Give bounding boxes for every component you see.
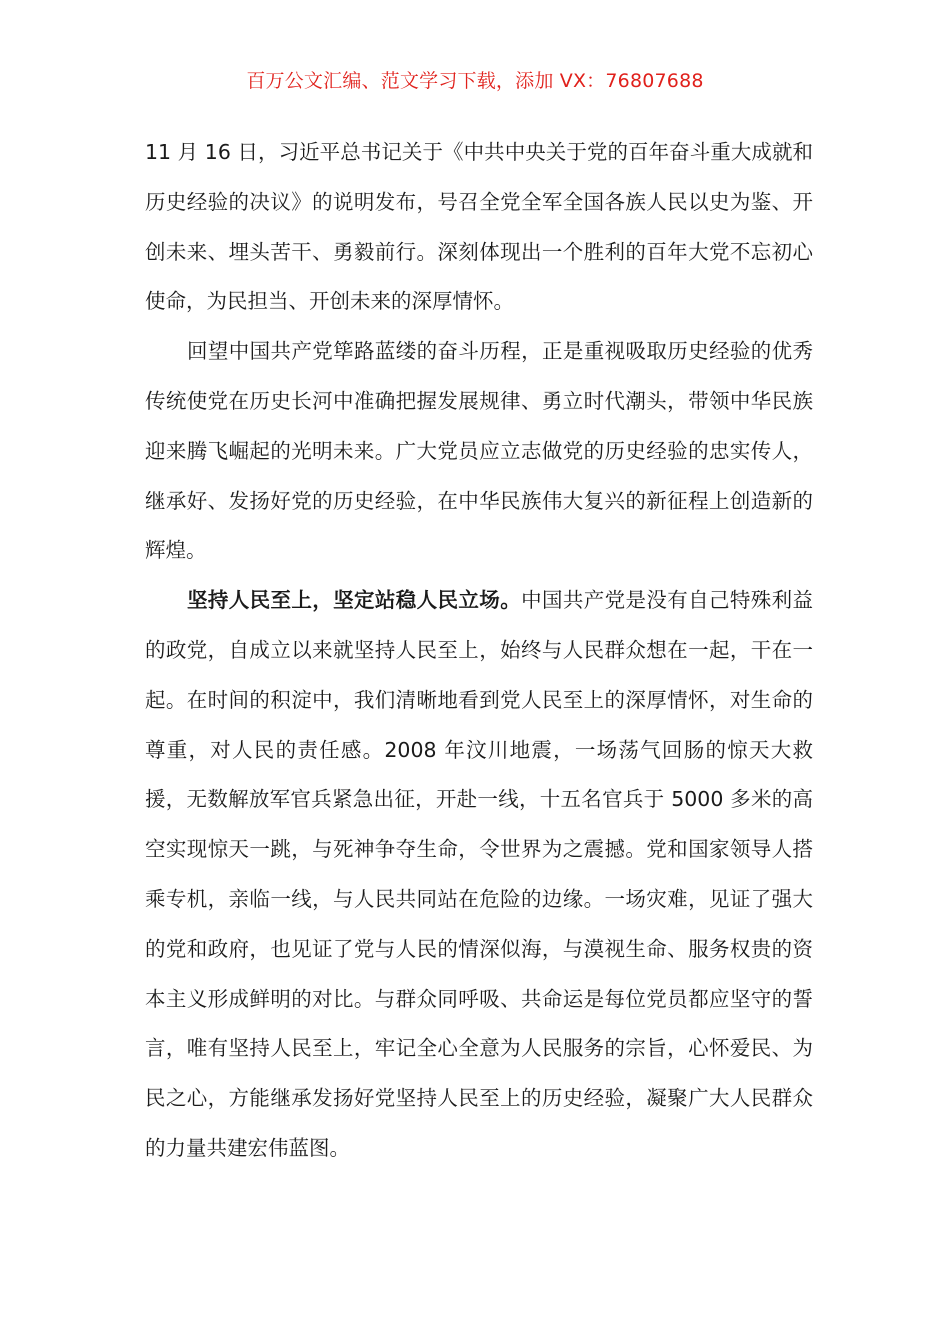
page-header: 百万公文汇编、范文学习下载，添加 VX：76807688 xyxy=(246,70,704,92)
document-body xyxy=(145,128,813,1174)
paragraph-review: 回望中国共产党筚路蓝缕的奋斗历程，正是重视吸取历史经验的优秀传统使党在历史长河中准确把握发展规律、勇立时代潮头，带领中华民族迎来腾飞崛起的光明未来。广大党员应立志做党的历史经验的忠实传人，继承好、发扬好党的历史经验，在中华民族伟大复兴的新征程上创造新的辉煌。 xyxy=(145,339,813,563)
paragraph-intro: 11 月 16 日，习近平总书记关于《中共中央关于党的百年奋斗重大成就和历史经验的决议》的说明发布，号召全党全军全国各族人民以史为鉴、开创未来、埋头苦干、勇毅前行。深刻体现出一个胜利的百年大党不忘初心使命，为民担当、开创未来的深厚情怀。 xyxy=(145,140,813,314)
paragraph-body-text: 中国共产党是没有自己特殊利益的政党，自成立以来就坚持人民至上，始终与人民群众想在一起，干在一起。在时间的积淀中，我们清晰地看到党人民至上的深厚情怀，对生命的尊重，对人民的责任感。2008 年汶川地震，一场荡气回肠的惊天大救援，无数解放军官兵紧急出征，开赴一线，十五名官兵于 5000 多米的高空实现惊天一跳，与死神争夺生命，令世界为之震撼。党和国家领导人搭乘专机，亲临一线，与人民共同站在危险的边缘。一场灾难，见证了强大的党和政府，也见证了党与人民的情深似海，与漠视生命、服务权贵的资本主义形成鲜明的对比。与群众同呼吸、共命运是每位党员都应坚守的誓言，唯有坚持人民至上，牢记全心全意为人民服务的宗旨，心怀爱民、为民之心，方能继承发扬好党坚持人民至上的历史经验，凝聚广大人民群众的力量共建宏伟蓝图。 xyxy=(145,588,814,1160)
paragraph-people-first xyxy=(145,576,813,1174)
paragraph-heading: 坚持人民至上，坚定站稳人民立场。 xyxy=(187,588,522,613)
